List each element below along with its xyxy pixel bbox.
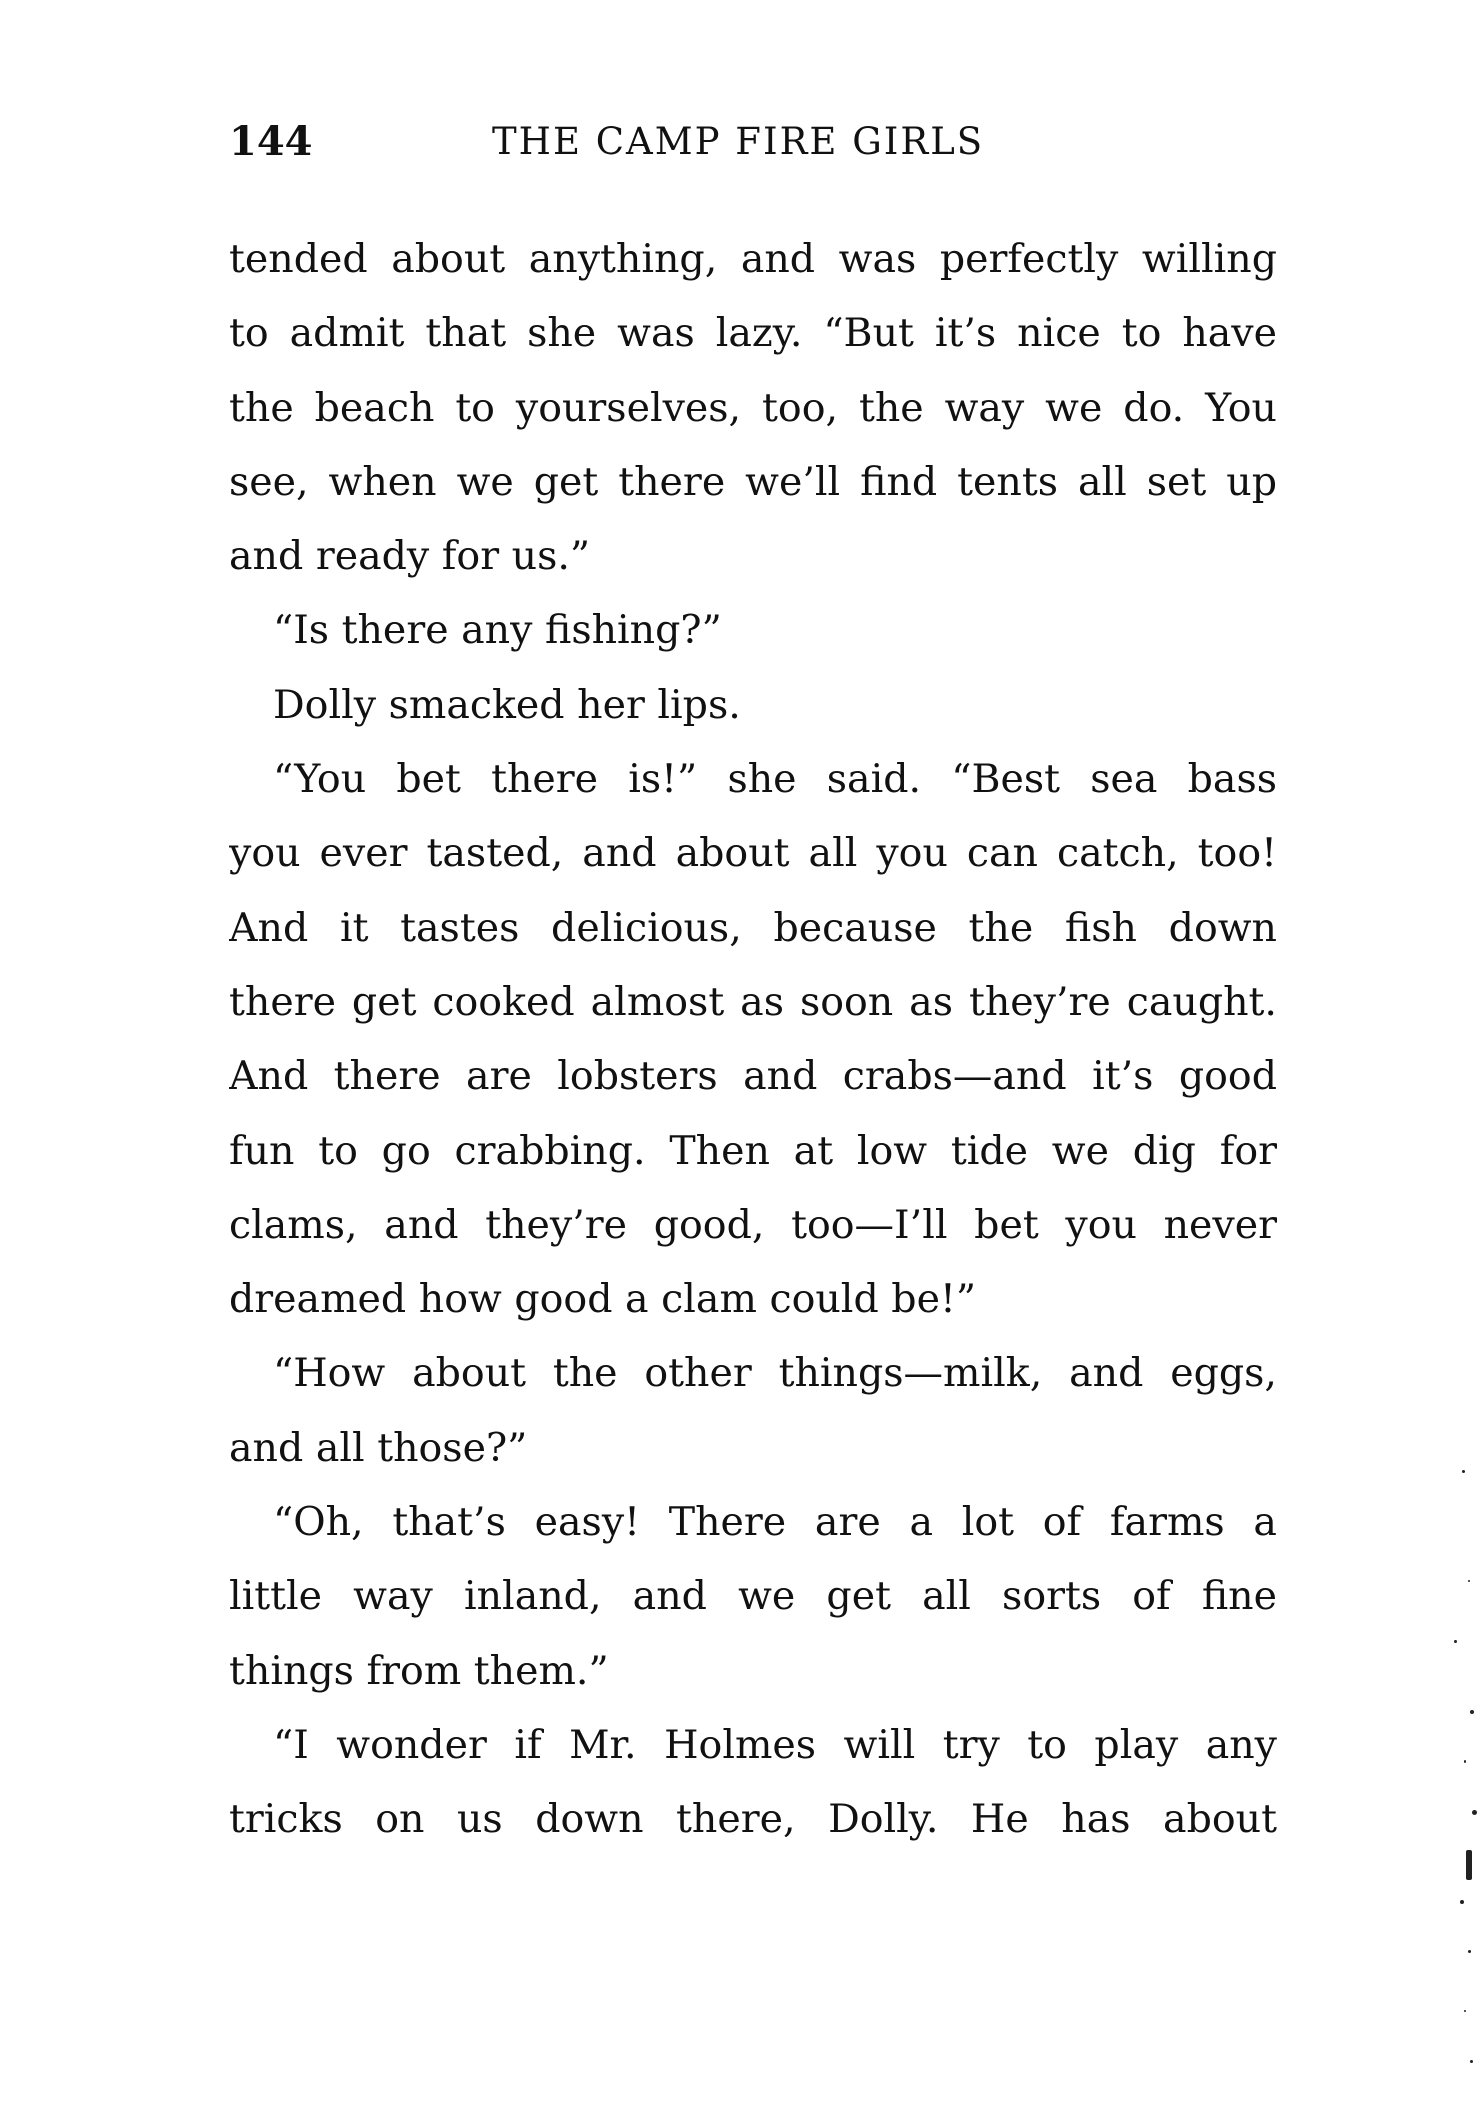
text-line: there get cooked almost as soon as they’re caught.: [229, 978, 1277, 1025]
text-line: And there are lobsters and crabs—and it’s good: [229, 1053, 1277, 1100]
text-line: tended about anything, and was perfectly willing: [229, 236, 1277, 282]
text-line: And it tastes delicious, because the fish down: [229, 904, 1277, 951]
text-line: the beach to yourselves, too, the way we do. You: [229, 384, 1277, 431]
text-line: Dolly smacked her lips.: [273, 681, 741, 728]
text-line: tricks on us down there, Dolly. He has about: [229, 1796, 1277, 1843]
text-line: and all those?”: [229, 1424, 528, 1471]
text-line: see, when we get there we’ll find tents all set up: [229, 458, 1277, 505]
text-line: “How about the other things—milk, and eggs,: [273, 1350, 1277, 1397]
text-line: “I wonder if Mr. Holmes will try to play any: [273, 1721, 1277, 1768]
text-line: clams, and they’re good, too—I’ll bet you never: [229, 1201, 1277, 1248]
text-line: little way inland, and we get all sorts of fine: [229, 1573, 1277, 1620]
text-line: and ready for us.”: [229, 533, 591, 580]
scan-edge-noise: [1424, 1430, 1484, 2103]
page-number: 144: [229, 118, 313, 165]
text-line: dreamed how good a clam could be!”: [229, 1276, 977, 1323]
text-line: fun to go crabbing. Then at low tide we dig for: [229, 1127, 1277, 1174]
text-line: things from them.”: [229, 1647, 609, 1694]
text-line: “Is there any fishing?”: [273, 607, 722, 654]
page-header: [229, 118, 1277, 178]
running-head: THE CAMP FIRE GIRLS: [492, 120, 985, 163]
body-text: [229, 222, 1277, 1857]
text-line: to admit that she was lazy. “But it’s nice to have: [229, 310, 1277, 357]
text-line: “Oh, that’s easy! There are a lot of farms a: [273, 1499, 1277, 1546]
text-line: you ever tasted, and about all you can catch, too!: [229, 830, 1277, 877]
text-line: “You bet there is!” she said. “Best sea bass: [273, 756, 1277, 803]
